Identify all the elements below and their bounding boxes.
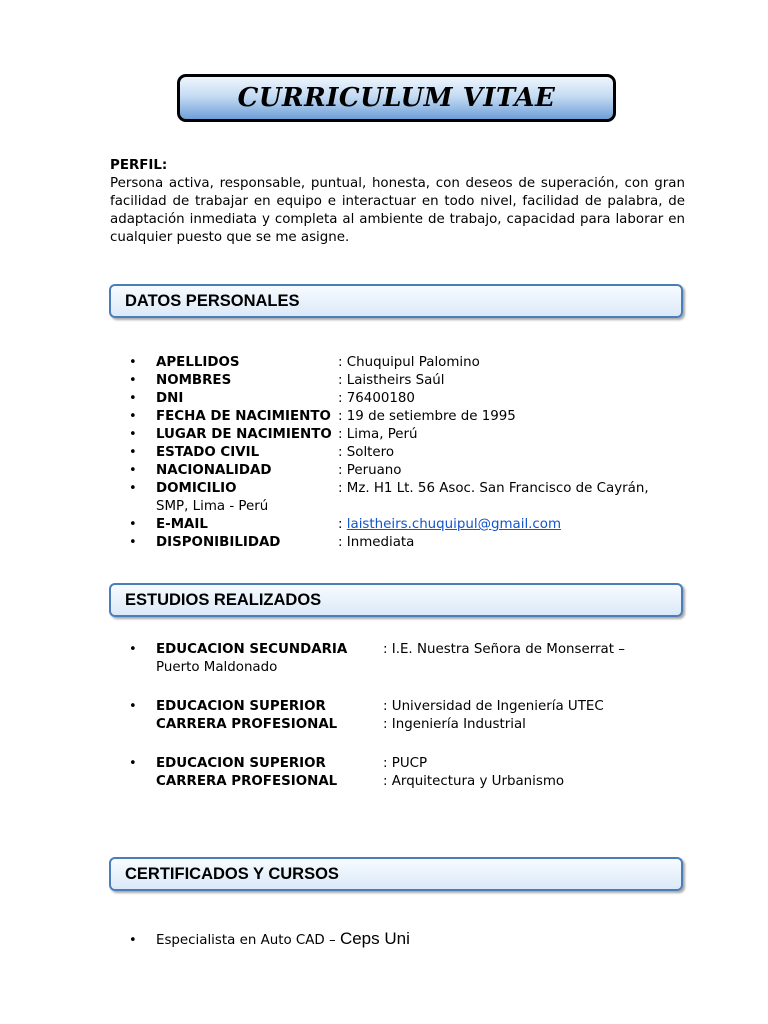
bullet: • [129,463,137,478]
field-value-continuation: Puerto Maldonado [156,660,278,675]
certificados-list [109,928,709,952]
bullet: • [129,756,137,771]
list-item [109,534,709,552]
bullet: • [129,699,137,714]
field-value: : 19 de setiembre de 1995 [338,409,516,424]
certificate-name: Especialista en Auto CAD – [156,933,340,948]
estudios-list [109,641,709,812]
bullet: • [129,642,137,657]
certificate-institution: Ceps Uni [339,929,410,948]
list-item [109,755,709,791]
field-label: ESTADO CIVIL [156,445,260,460]
field-value: : Chuquipul Palomino [338,355,480,370]
section-header-estudios-realizados [109,583,683,617]
document-title: CURRICULUM VITAE [237,83,556,113]
list-item [109,698,709,734]
title-banner [177,74,616,122]
field-value: : Peruano [338,463,402,478]
section-title: CERTIFICADOS Y CURSOS [125,864,339,883]
field-value: : Arquitectura y Urbanismo [383,774,565,789]
field-label: EDUCACION SUPERIOR [156,756,326,771]
field-label: DOMICILIO [156,481,237,496]
section-header-datos-personales [109,284,683,318]
datos-personales-list [109,354,709,552]
list-item [109,426,709,444]
field-value: : Inmediata [338,535,415,550]
field-label: CARRERA PROFESIONAL [156,717,338,732]
perfil-text: Persona activa, responsable, puntual, honesta, con deseos de superación, con gran facilidad de trabajar en equipo e interactuar en todo nivel, facilidad de palabra, de adaptación inmediata y completa al ambiente de trabajo, capacidad para laborar en cualquier puesto que se me asigne. [110,176,685,245]
field-label: EDUCACION SECUNDARIA [156,642,348,657]
perfil-section [110,157,685,247]
perfil-label: PERFIL: [110,158,168,173]
field-label: DISPONIBILIDAD [156,535,281,550]
list-item [109,641,709,677]
bullet: • [129,933,137,948]
field-label: NOMBRES [156,373,232,388]
field-label: CARRERA PROFESIONAL [156,774,338,789]
bullet: • [129,535,137,550]
field-value: : Laistheirs Saúl [338,373,445,388]
section-header-certificados-cursos [109,857,683,891]
field-value: : 76400180 [338,391,415,406]
field-label: E-MAIL [156,517,208,532]
section-title: DATOS PERSONALES [125,291,300,310]
bullet: • [129,391,137,406]
field-value: : Mz. H1 Lt. 56 Asoc. San Francisco de Cayrán, [338,481,649,496]
field-value-continuation: SMP, Lima - Perú [156,499,269,514]
field-value: : Universidad de Ingeniería UTEC [383,699,604,714]
list-item [109,408,709,426]
section-title: ESTUDIOS REALIZADOS [125,590,322,609]
bullet: • [129,427,137,442]
list-item [109,928,709,952]
field-value: : Lima, Perú [338,427,418,442]
field-label: DNI [156,391,184,406]
list-item [109,516,709,534]
field-label: FECHA DE NACIMIENTO [156,409,331,424]
list-item [109,462,709,480]
list-item [109,354,709,372]
bullet: • [129,373,137,388]
field-label: NACIONALIDAD [156,463,272,478]
field-value: : Soltero [338,445,395,460]
list-item [109,444,709,462]
field-label: LUGAR DE NACIMIENTO [156,427,332,442]
email-link[interactable]: laistheirs.chuquipul@gmail.com [346,517,562,532]
field-label: EDUCACION SUPERIOR [156,699,326,714]
field-value: : I.E. Nuestra Señora de Monserrat – [383,642,625,657]
list-item [109,390,709,408]
list-item [109,480,709,516]
field-value: : PUCP [383,756,428,771]
list-item [109,372,709,390]
field-separator: : [338,517,347,532]
bullet: • [129,517,137,532]
bullet: • [129,409,137,424]
bullet: • [129,445,137,460]
field-value: : Ingeniería Industrial [383,717,526,732]
bullet: • [129,355,137,370]
bullet: • [129,481,137,496]
field-label: APELLIDOS [156,355,240,370]
